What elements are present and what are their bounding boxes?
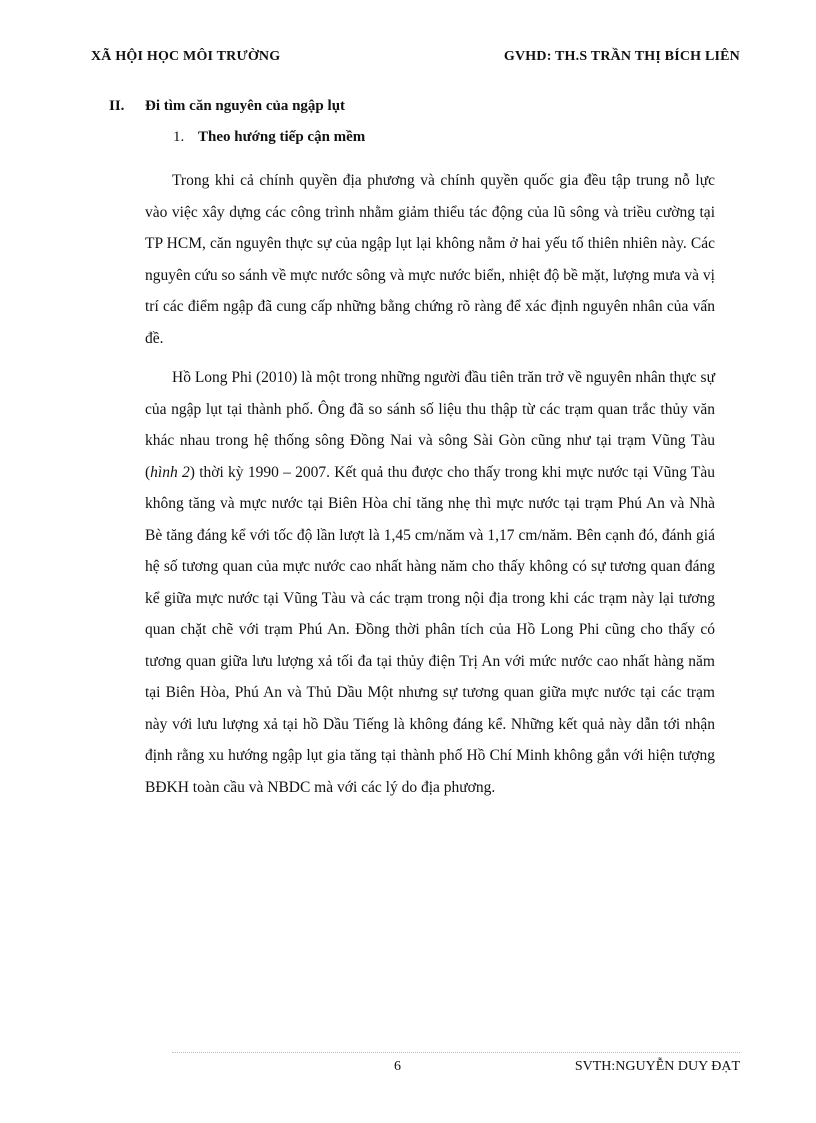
figure-reference: hình 2 — [150, 463, 190, 481]
footer-author: SVTH:NGUYỄN DUY ĐẠT — [574, 1059, 740, 1074]
section-title: Đi tìm căn nguyên của ngập lụt — [145, 98, 346, 114]
paragraph-2-text-b: ) thời kỳ 1990 – 2007. Kết quả thu được cho thấy trong khi mực nước tại Vũng Tàu không tăng và mực nước tại Biên Hòa chỉ tăng nhẹ thì mực nước tại trạm Phú An và Nhà Bè tăng đáng kể với tốc độ lần lượt là 1,45 cm/năm và 1,17 cm/năm. Bên cạnh đó, đánh giá hệ số tương quan của mực nước cao nhất hàng năm cho thấy không có sự tương quan đáng kể giữa mực nước tại Vũng Tàu và các trạm trong nội địa trong khi các trạm này lại tương quan chặt chẽ với trạm Phú An. Đồng thời phân tích của Hồ Long Phi cũng cho thấy có tương quan giữa lưu lượng xả tối đa tại thủy điện Trị An với mức nước cao nhất hàng năm tại Biên Hòa, Phú An và Thủ Dầu Một nhưng sự tương quan giữa mực nước tại các trạm này với lưu lượng xả tại hồ Dầu Tiếng là không đáng kể. Những kết quả này dẫn tới nhận định rằng xu hướng ngập lụt gia tăng tại thành phố Hồ Chí Minh không gắn với hiện tượng BĐKH toàn cầu và NBDC mà với các lý do địa phương. — [145, 463, 715, 796]
header-right: GVHD: TH.S TRẦN THỊ BÍCH LIÊN — [503, 49, 740, 64]
paragraph-2 — [145, 362, 715, 803]
footer-divider — [172, 1052, 740, 1053]
paragraph-1: Trong khi cả chính quyền địa phương và chính quyền quốc gia đều tập trung nỗ lực vào việc xây dựng các công trình nhằm giảm thiểu tác động của lũ sông và triều cường tại TP HCM, căn nguyên thực sự của ngập lụt lại không nằm ở hai yếu tố thiên nhiên này. Các nguyên cứu so sánh về mực nước sông và mực nước biển, nhiệt độ bề mặt, lượng mưa và vị trí các điểm ngập đã cung cấp những bằng chứng rõ ràng để xác định nguyên nhân của vấn đề. — [145, 172, 715, 347]
subsection-title: Theo hướng tiếp cận mềm — [198, 129, 366, 145]
section-number: II. — [109, 98, 125, 114]
page-number: 6 — [394, 1059, 401, 1074]
header-left: XÃ HỘI HỌC MÔI TRƯỜNG — [91, 49, 281, 64]
paragraph-2-text-a: Hồ Long Phi (2010) là một trong những người đầu tiên trăn trở về nguyên nhân thực sự của ngập lụt tại thành phố. Ông đã so sánh số liệu thu thập từ các trạm quan trắc thủy văn khác nhau trong hệ thống sông Đồng Nai và sông Sài Gòn cũng như tại trạm Vũng Tàu ( — [145, 369, 715, 481]
subsection-number: 1. — [173, 129, 185, 145]
